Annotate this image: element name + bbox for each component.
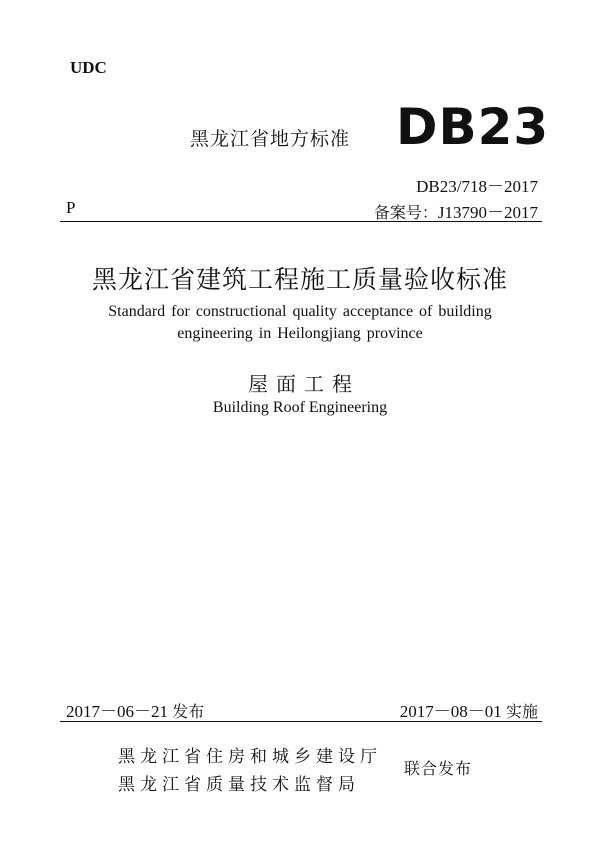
record-number [374,198,538,223]
release-date-value: 2017－06－21 [66,702,168,721]
top-divider [60,221,542,222]
classification-code: P [66,198,76,217]
implementation-label: 实施 [505,702,538,721]
release-label: 发布 [172,702,205,721]
release-date [66,697,204,722]
standard-number: DB23/718－2017 [416,177,538,196]
implementation-date [400,697,538,722]
record-number-value: J13790－2017 [437,203,538,222]
db-mark: DB23 [396,98,550,156]
part-title-zh: 屋面工程 [248,372,360,396]
part-title-en: Building Roof Engineering [212,399,388,416]
issuer-quality-bureau: 黑龙江省质量技术监督局 [118,775,360,795]
bottom-divider [60,721,542,722]
document-title-en-line1: Standard for constructional quality acceptance of building [108,303,492,320]
implementation-date-value: 2017－08－01 [399,702,502,721]
joint-issue-label: 联合发布 [404,759,473,778]
udc-label: UDC [70,58,107,77]
standard-type: 黑龙江省地方标准 [190,128,351,150]
record-number-label: 备案号： [373,203,438,222]
issuer-housing-department: 黑龙江省住房和城乡建设厅 [118,747,382,767]
document-title-zh: 黑龙江省建筑工程施工质量验收标准 [91,265,508,294]
document-title-en-line2: engineering in Heilongjiang province [177,325,423,342]
